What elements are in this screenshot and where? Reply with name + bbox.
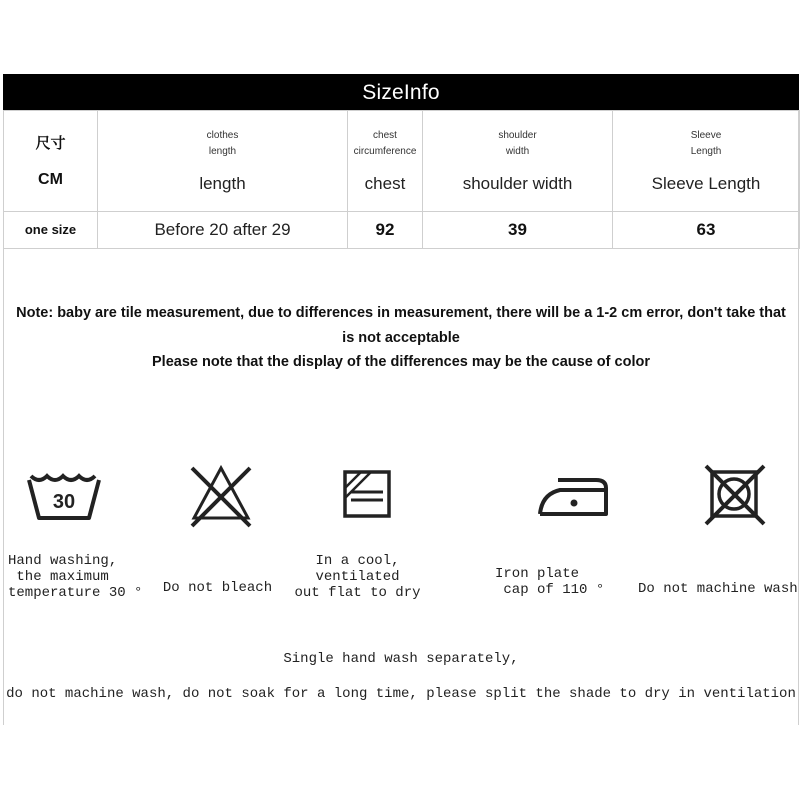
dry-flat-shade-icon: [323, 462, 413, 532]
column-small-label: Sleeve: [690, 130, 722, 141]
column-label: shoulder width: [462, 174, 573, 193]
table-cell: 63: [696, 220, 716, 239]
do-not-bleach-icon: [176, 462, 266, 532]
column-small-label: shoulder: [498, 130, 537, 141]
care-label: In a cool, ventilated out flat to dry: [294, 553, 421, 601]
hand-wash-30-icon: [19, 462, 109, 532]
column-small-label: circumference: [353, 146, 417, 157]
table-cell: Before 20 after 29: [154, 220, 291, 239]
footer-line: Single hand wash separately,: [283, 651, 519, 667]
care-label: Do not machine wash: [638, 581, 798, 597]
table-cell: 39: [508, 220, 527, 239]
column-header: [98, 111, 348, 212]
tub-number: 30: [52, 491, 76, 513]
column-header: [348, 111, 423, 212]
iron-low-icon: [528, 462, 618, 532]
care-label: Hand washing, the maximum temperature 30 °: [8, 553, 143, 601]
column-label: Sleeve Length: [651, 174, 761, 193]
column-small-label: Length: [690, 146, 722, 157]
title-bar: [3, 74, 799, 110]
table-row: [4, 212, 800, 249]
size-table: [3, 110, 800, 249]
size-name: one size: [24, 222, 77, 237]
column-small-label: length: [208, 146, 237, 157]
column-small-label: chest: [373, 130, 397, 141]
column-header: [613, 111, 800, 212]
column-header: [423, 111, 613, 212]
care-label: Do not bleach: [162, 580, 273, 596]
column-label: chest: [364, 174, 406, 193]
column-small-label: width: [505, 146, 530, 157]
care-label: Iron plate cap of 110 °: [495, 566, 605, 598]
size-label-zh: 尺寸: [35, 134, 66, 152]
page-title: SizeInfo: [362, 81, 440, 104]
note-line: Note: baby are tile measurement, due to differences in measurement, there will be a 1-2 cm error, don't take that: [16, 305, 786, 321]
footer-line: do not machine wash, do not soak for a long time, please split the shade to dry in ventilation: [6, 686, 796, 702]
row-label-cell: [4, 111, 98, 212]
note-line: Please note that the display of the differences may be the cause of color: [152, 354, 650, 370]
table-cell: 92: [375, 220, 395, 239]
unit-label: CM: [38, 170, 63, 188]
note-line: is not acceptable: [342, 330, 460, 346]
do-not-machine-wash-icon: [690, 462, 780, 532]
table-header-row: [4, 111, 800, 212]
column-small-label: clothes: [206, 130, 239, 141]
column-label: length: [199, 174, 246, 193]
